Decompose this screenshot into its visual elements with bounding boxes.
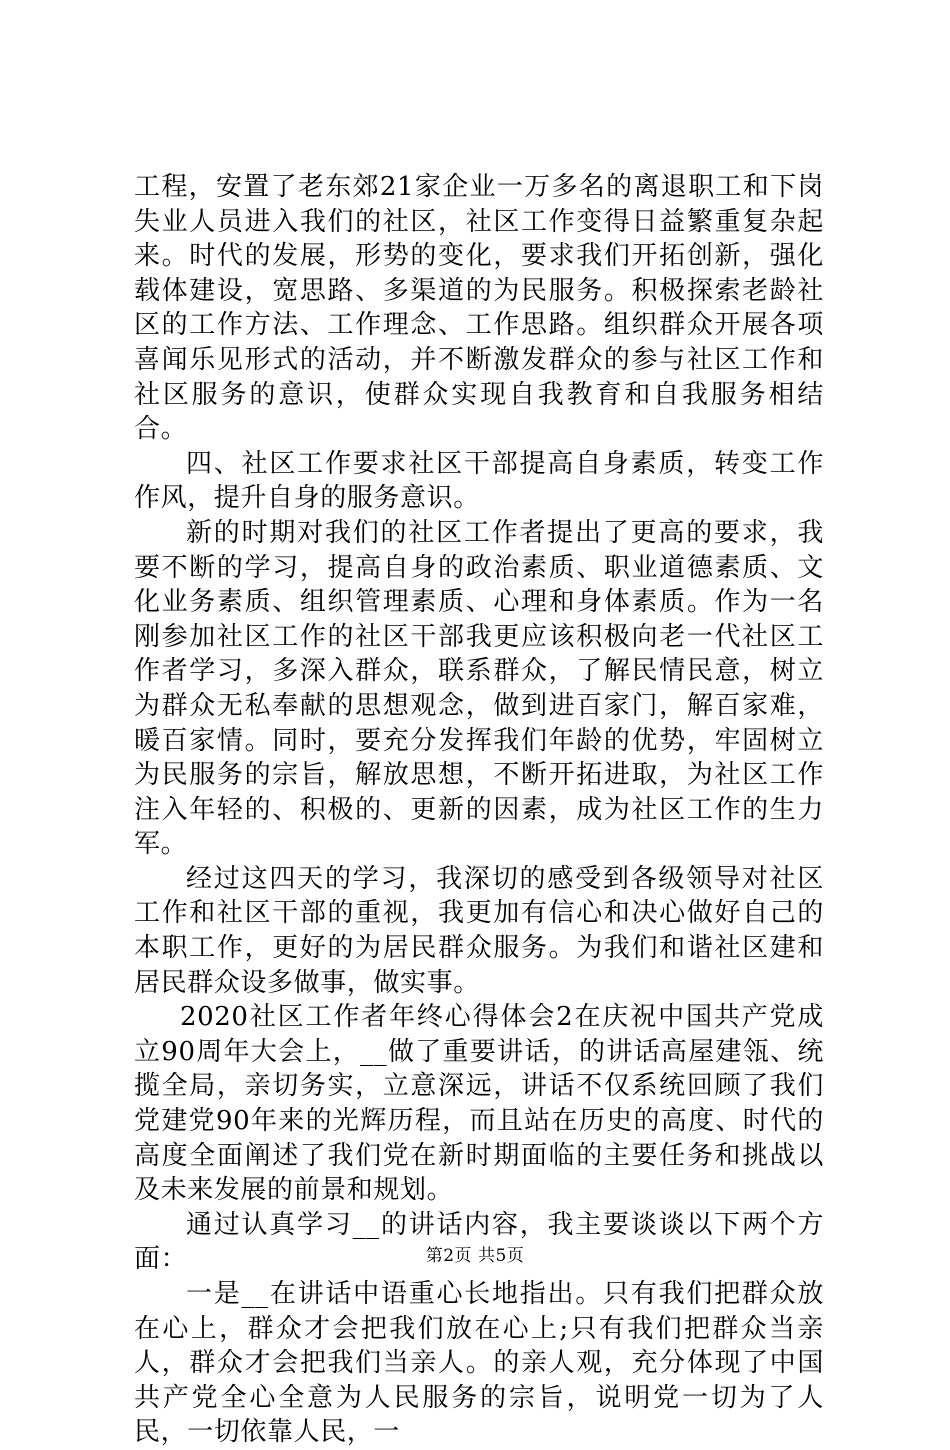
paragraph-1: 工程，安置了老东郊21家企业一万多名的离退职工和下岗失业人员进入我们的社区，社区工作变得日益繁重复杂起来。时代的发展，形势的变化，要求我们开拓创新，强化载体建设，宽思路、多渠道的为民服务。积极探索老龄社区的工作方法、工作理念、工作思路。组织群众开展各项喜闻乐见形式的活动，并不断激发群众的参与社区工作和社区服务的意识，使群众实现自我教育和自我服务相结合。 bbox=[134, 172, 824, 445]
paragraph-3: 新的时期对我们的社区工作者提出了更高的要求，我要不断的学习，提高自身的政治素质、职业道德素质、文化业务素质、组织管理素质、心理和身体素质。作为一名刚参加社区工作的社区干部我更应该积极向老一代社区工作者学习，多深入群众，联系群众，了解民情民意，树立为群众无私奉献的思想观念，做到进百家门，解百家难，暖百家情。同时，要充分发挥我们年龄的优势，牢固树立为民服务的宗旨，解放思想，不断开拓进取，为社区工作注入年轻的、积极的、更新的因素，成为社区工作的生力军。 bbox=[134, 517, 824, 860]
paragraph-7: 一是__在讲话中语重心长地指出。只有我们把群众放在心上，群众才会把我们放在心上;只有我们把群众当亲人，群众才会把我们当亲人。的亲人观，充分体现了中国共产党全心全意为人民服务的宗旨，说明党一切为了人民，一切依靠人民，一 bbox=[134, 1279, 824, 1448]
paragraph-4: 经过这四天的学习，我深切的感受到各级领导对社区工作和社区干部的重视，我更加有信心和决心做好自己的本职工作，更好的为居民群众服务。为我们和谐社区建和居民群众设多做事，做实事。 bbox=[134, 863, 824, 998]
paragraph-5: 2020社区工作者年终心得体会2在庆祝中国共产党成立90周年大会上，__做了重要讲话，的讲话高屋建瓴、统揽全局，亲切务实，立意深远，讲话不仅系统回顾了我们党建党90年来的光辉历程，而且站在历史的高度、时代的高度全面阐述了我们党在新时期面临的主要任务和挑战以及未来发展的前景和规划。 bbox=[134, 1002, 824, 1206]
paragraph-2: 四、社区工作要求社区干部提高自身素质，转变工作作风，提升自身的服务意识。 bbox=[134, 448, 824, 514]
paragraph-6: 通过认真学习__的讲话内容，我主要谈谈以下两个方面： bbox=[134, 1209, 824, 1275]
page-footer: 第2页 共5页 bbox=[425, 1246, 525, 1266]
